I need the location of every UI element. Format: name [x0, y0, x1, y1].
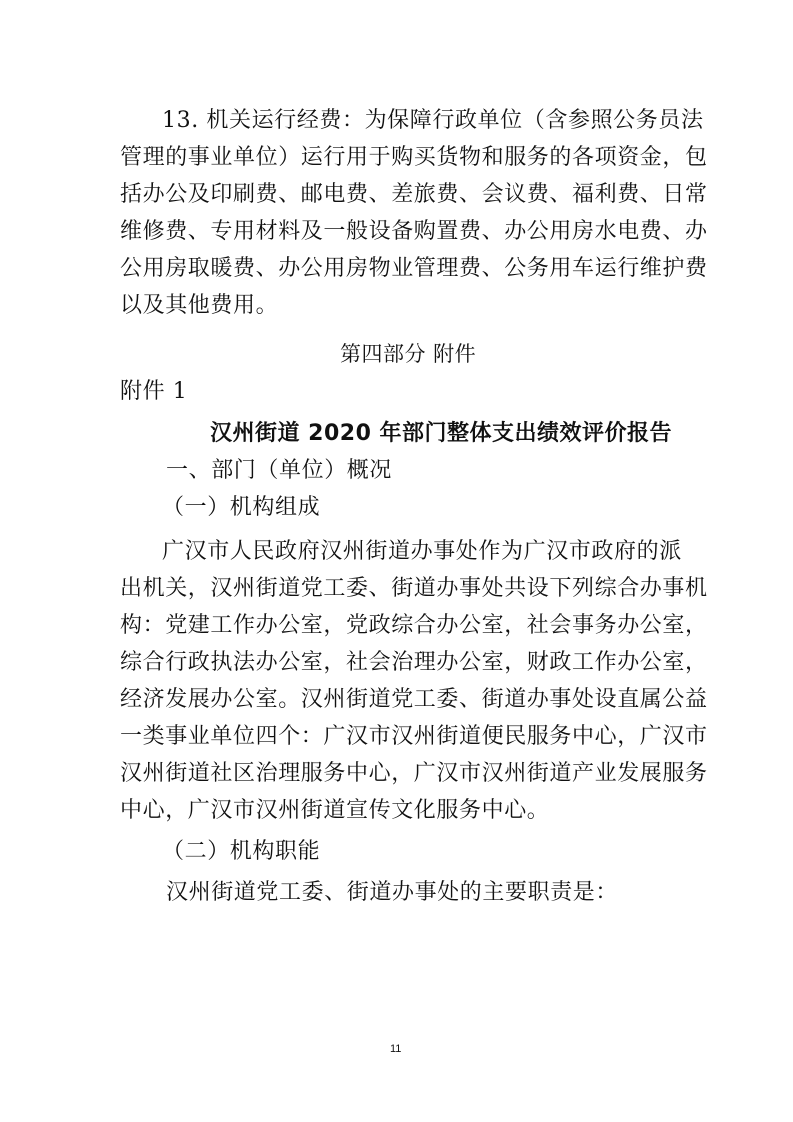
para13-line-1: 13. 机关运行经费：为保障行政单位（含参照公务员法 — [162, 108, 704, 133]
para-org-line-4: 综合行政执法办公室，社会治理办公室，财政工作办公室， — [120, 650, 708, 675]
para13-line-2: 管理的事业单位）运行用于购买货物和服务的各项资金，包 — [120, 145, 708, 170]
section-1-heading: 一、部门（单位）概况 — [166, 458, 393, 483]
para-org-line-8: 中心，广汉市汉州街道宣传文化服务中心。 — [120, 798, 550, 823]
para-org-line-3: 构：党建工作办公室，党政综合办公室，社会事务办公室， — [120, 613, 708, 638]
subsection-2-heading: （二）机构职能 — [162, 839, 321, 864]
para-org-line-7: 汉州街道社区治理服务中心，广汉市汉州街道产业发展服务 — [120, 761, 708, 786]
attachment-label: 附件 1 — [120, 379, 188, 404]
para-duties: 汉州街道党工委、街道办事处的主要职责是： — [166, 880, 619, 905]
para-org-line-2: 出机关，汉州街道党工委、街道办事处共设下列综合办事机 — [120, 576, 708, 601]
part-heading: 第四部分 附件 — [340, 342, 477, 366]
para-org-line-1: 广汉市人民政府汉州街道办事处作为广汉市政府的派 — [162, 539, 682, 564]
para13-line-4: 维修费、专用材料及一般设备购置费、办公用房水电费、办 — [120, 219, 708, 244]
para-org-line-5: 经济发展办公室。汉州街道党工委、街道办事处设直属公益 — [120, 687, 708, 712]
report-title: 汉州街道 2020 年部门整体支出绩效评价报告 — [210, 421, 673, 446]
para-org-line-6: 一类事业单位四个：广汉市汉州街道便民服务中心，广汉市 — [120, 724, 708, 749]
subsection-1-heading: （一）机构组成 — [162, 495, 321, 520]
page-number: 11 — [390, 1043, 402, 1055]
para13-line-6: 以及其他费用。 — [120, 293, 279, 318]
para13-line-3: 括办公及印刷费、邮电费、差旅费、会议费、福利费、日常 — [120, 182, 708, 207]
para13-line-5: 公用房取暖费、办公用房物业管理费、公务用车运行维护费 — [120, 256, 708, 281]
